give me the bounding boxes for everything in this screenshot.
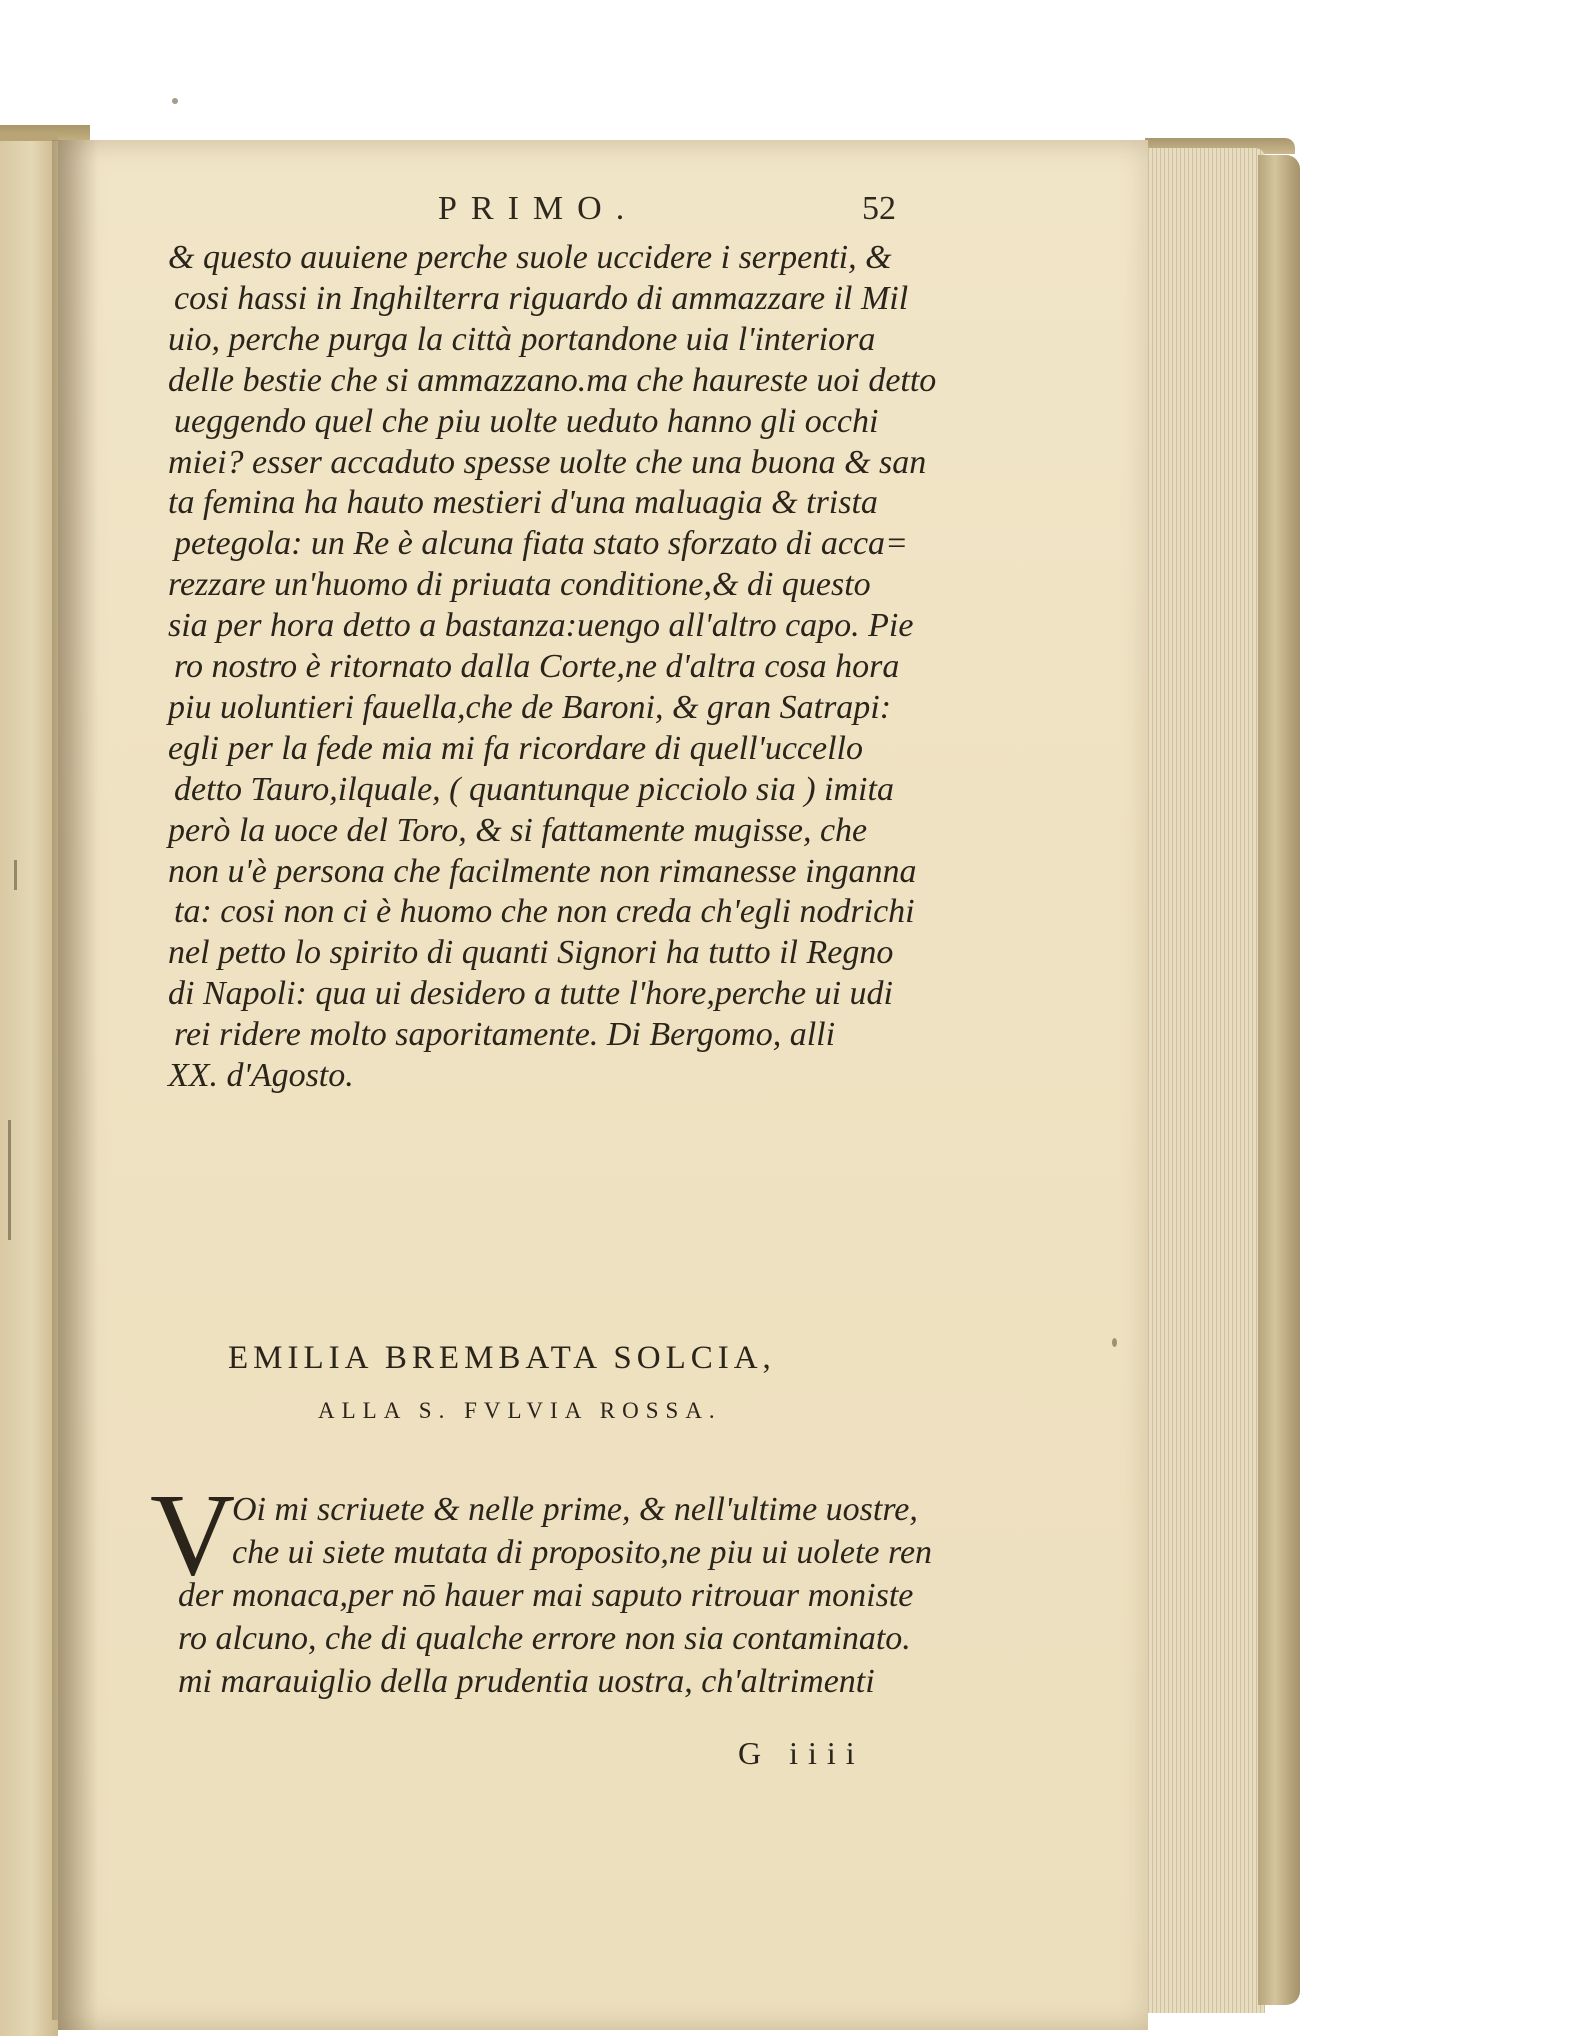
text-line: ro nostro è ritornato dalla Corte,ne d'altra cosa hora [174, 648, 900, 685]
text-line: mi marauiglio della prudentia uostra, ch'altrimenti [178, 1663, 875, 1700]
text-line: der monaca,per nō hauer mai saputo ritrouar moniste [178, 1577, 914, 1614]
text-line: XX. d'Agosto. [168, 1057, 354, 1094]
text-line: ueggendo quel che piu uolte ueduto hanno gli occhi [174, 402, 879, 440]
text-line: petegola: un Re è alcuna fiata stato sforzato di acca= [174, 525, 909, 563]
text-line: detto Tauro,ilquale, ( quantunque picciolo sia ) imita [174, 770, 894, 808]
left-page-edge [0, 135, 58, 2036]
paper-speck [1112, 1338, 1117, 1347]
show-through-mark [14, 860, 17, 890]
text-line: ta femina ha hauto mestieri d'una maluagia & trista [168, 484, 878, 522]
text-line: delle bestie che si ammazzano.ma che haureste uoi detto [168, 361, 937, 399]
text-line: & questo auuiene perche suole uccidere i serpenti, & [168, 239, 892, 276]
fore-edge-page-block [1145, 148, 1265, 2013]
text-line: rei ridere molto saporitamente. Di Bergomo, alli [174, 1016, 836, 1054]
text-line: Oi mi scriuete & nelle prime, & nell'ultime uostre, [232, 1491, 918, 1528]
paper-speck [172, 98, 178, 104]
text-line: di Napoli: qua ui desidero a tutte l'hore,perche ui udi [168, 975, 893, 1013]
text-line: miei? esser accaduto spesse uolte che una buona & san [168, 443, 927, 481]
letter-heading: EMILIA BREMBATA SOLCIA, [228, 1340, 776, 1376]
text-line: piu uoluntieri fauella,che de Baroni, & gran Satrapi: [168, 688, 892, 726]
text-line: nel petto lo spirito di quanti Signori ha tutto il Regno [168, 934, 894, 972]
text-line: rezzare un'huomo di priuata conditione,& di questo [168, 566, 871, 604]
text-line: cosi hassi in Inghilterra riguardo di ammazzare il Mil [174, 279, 909, 317]
text-line: egli per la fede mia mi fa ricordare di quell'uccello [168, 729, 863, 767]
text-line: sia per hora detto a bastanza:uengo all'altro capo. Pie [168, 607, 914, 645]
text-line: ro alcuno, che di qualche errore non sia contaminato. [178, 1620, 911, 1657]
page-number: 52 [862, 190, 896, 227]
text-line: però la uoce del Toro, & si fattamente mugisse, che [168, 811, 868, 849]
gutter-shadow [58, 140, 98, 2030]
letter-addressee: ALLA S. FVLVIA ROSSA. [318, 1398, 722, 1423]
drop-cap: V [150, 1469, 236, 1600]
text-line: ta: cosi non ci è huomo che non creda ch'egli nodrichi [174, 893, 915, 931]
cover-board [1258, 155, 1300, 2005]
signature-mark: G iiii [738, 1735, 865, 1771]
text-line: uio, perche purga la città portandone uia l'interiora [168, 320, 876, 358]
text-line: che ui siete mutata di proposito,ne piu ui uolete ren [232, 1534, 933, 1571]
running-head: PRIMO. [438, 190, 639, 227]
show-through-mark [8, 1120, 11, 1240]
text-line: non u'è persona che facilmente non rimanesse inganna [168, 852, 917, 890]
